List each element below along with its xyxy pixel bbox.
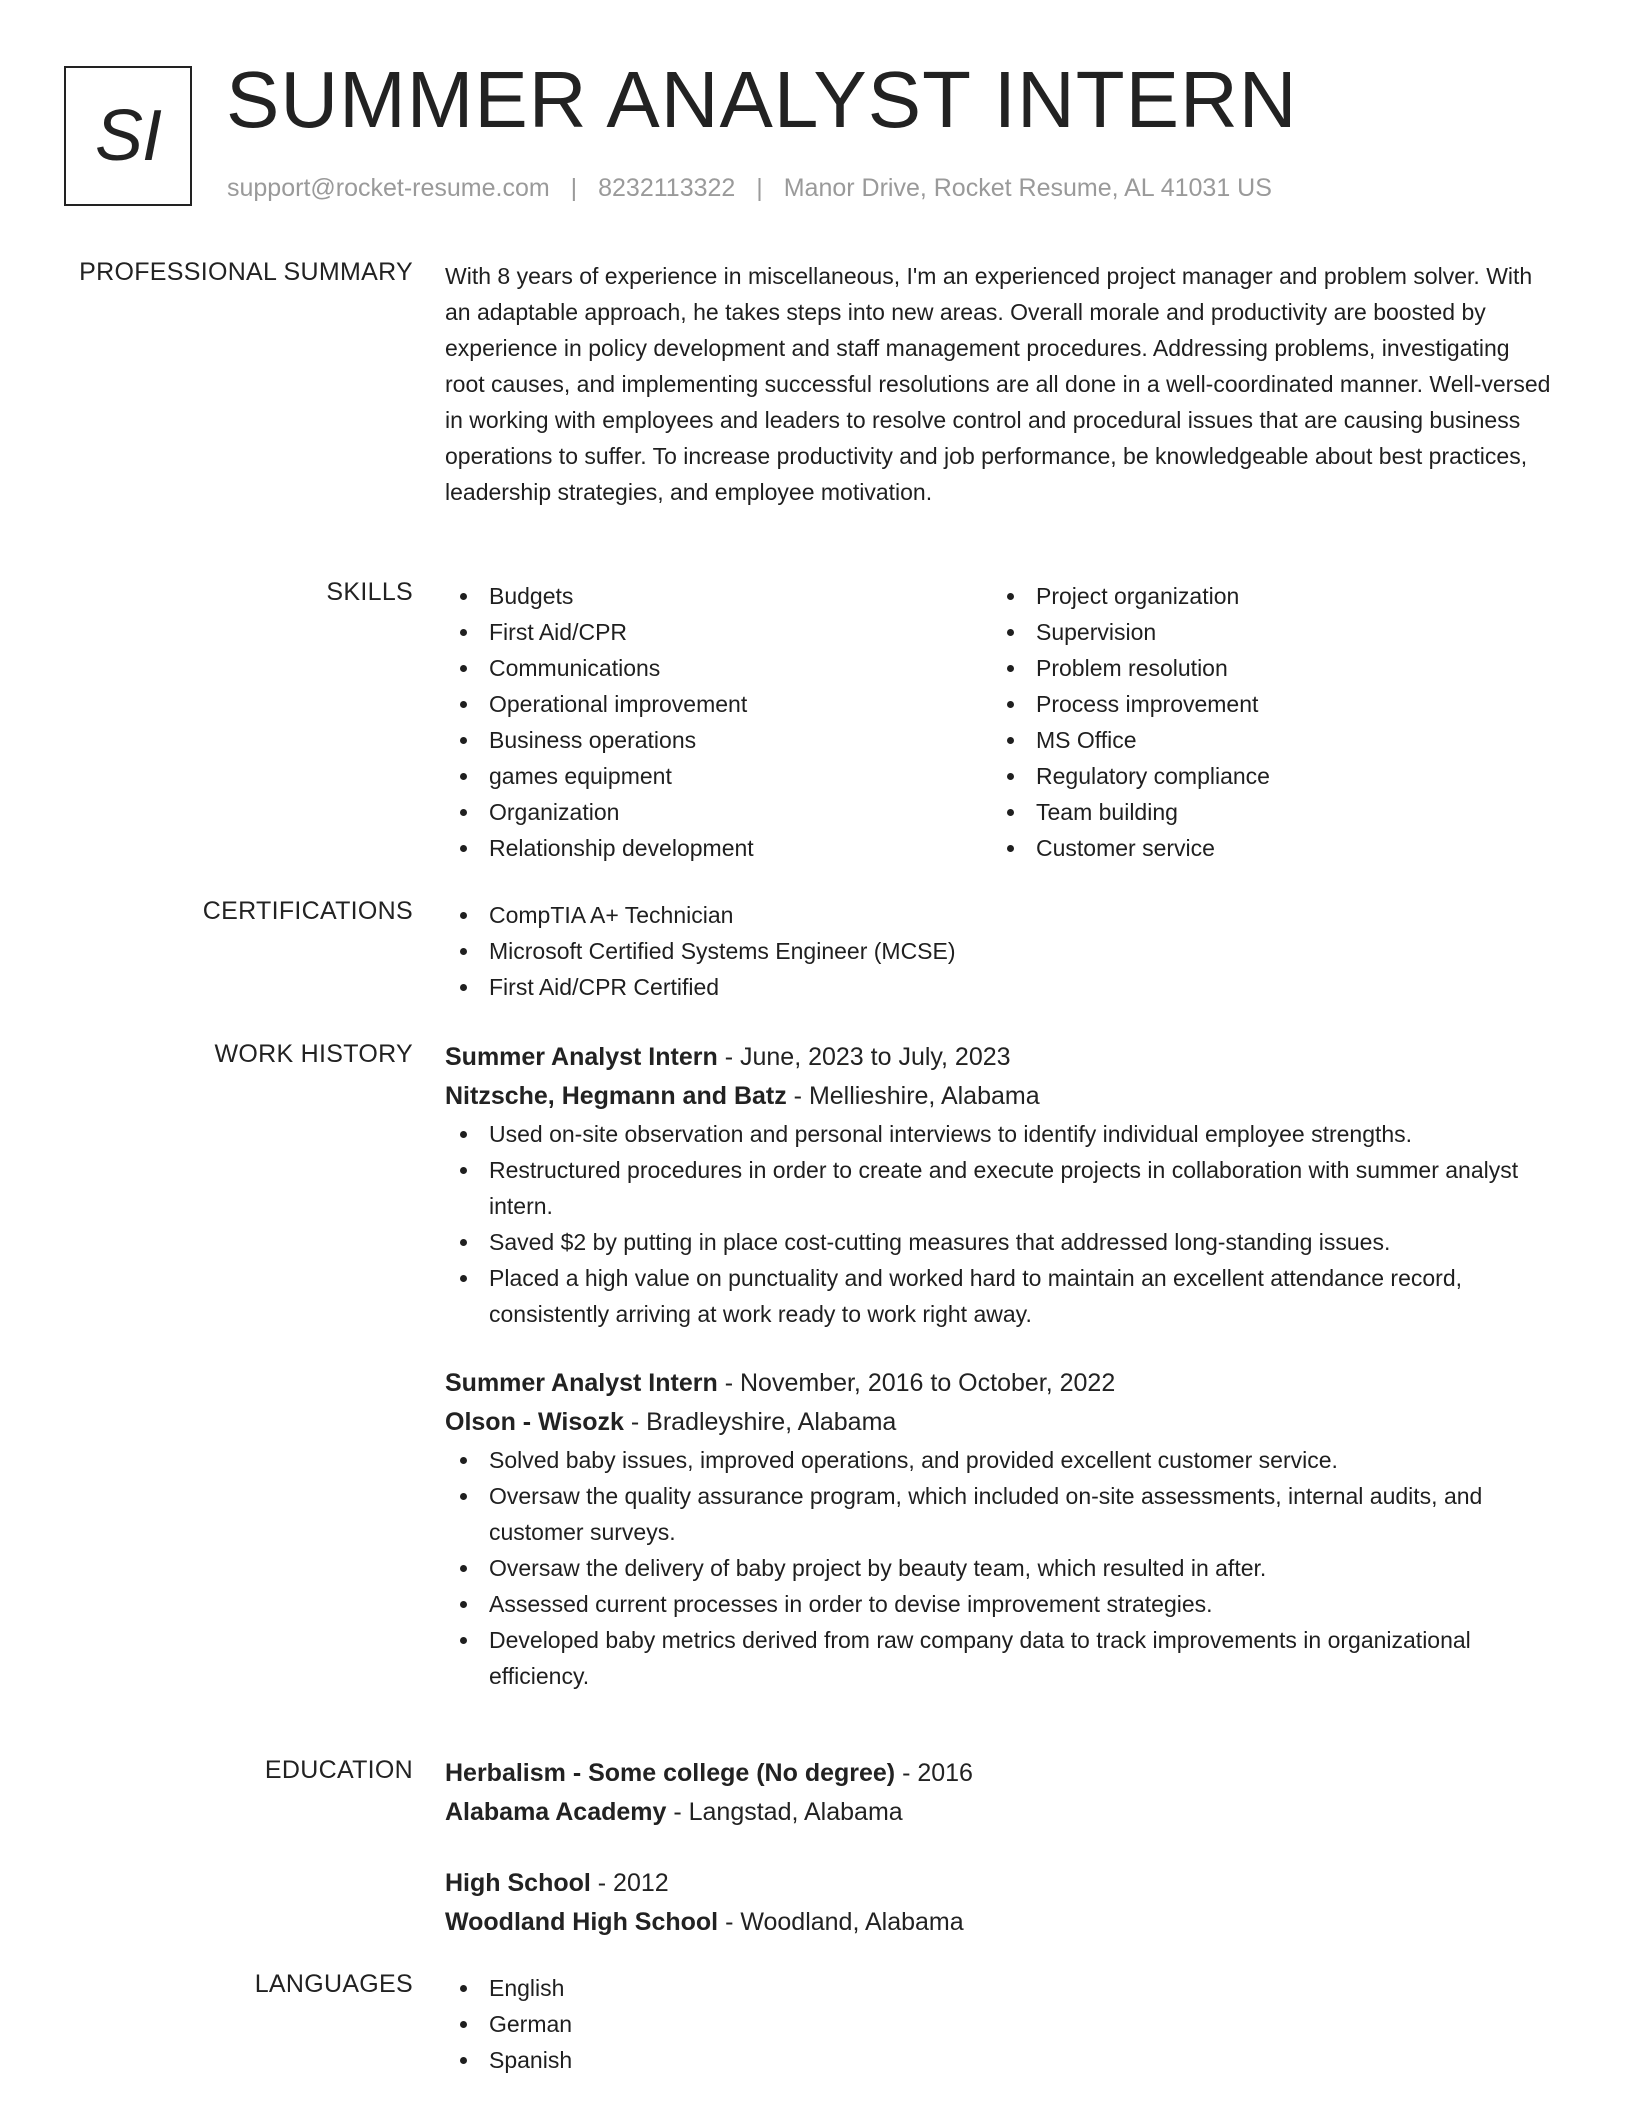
section-label: EDUCATION <box>264 1756 413 1784</box>
list-item: Placed a high value on punctuality and worked hard to maintain an excellent attendance record, consistently arriving at work ready to work right away. <box>445 1260 1555 1332</box>
contact-email: support@rocket-resume.com <box>227 174 550 202</box>
list-item: Restructured procedures in order to create and execute projects in collaboration with summer analyst intern. <box>445 1152 1555 1224</box>
education-entry <box>445 1864 1555 1942</box>
contact-separator: | <box>570 174 578 202</box>
education-degree: Herbalism - Some college (No degree) <box>445 1759 896 1787</box>
education-location: - Woodland, Alabama <box>718 1908 964 1936</box>
list-item: Microsoft Certified Systems Engineer (MCSE) <box>445 933 1555 969</box>
education-school: Alabama Academy <box>445 1798 667 1826</box>
education-year: - 2012 <box>590 1869 669 1897</box>
job-company-line <box>445 1403 1555 1442</box>
list-item: Customer service <box>992 830 1539 866</box>
certifications-list <box>445 897 1555 1005</box>
list-item: Saved $2 by putting in place cost-cutting measures that addressed long-standing issues. <box>445 1224 1555 1260</box>
monogram-text: SI <box>94 96 162 176</box>
list-item: First Aid/CPR Certified <box>445 969 1555 1005</box>
section-label: WORK HISTORY <box>214 1040 413 1068</box>
list-item: Operational improvement <box>445 686 992 722</box>
list-item: First Aid/CPR <box>445 614 992 650</box>
list-item: Solved baby issues, improved operations, and provided excellent customer service. <box>445 1442 1555 1478</box>
job-company: Nitzsche, Hegmann and Batz <box>445 1082 787 1110</box>
list-item: Business operations <box>445 722 992 758</box>
list-item: MS Office <box>992 722 1539 758</box>
list-item: Supervision <box>992 614 1539 650</box>
job-title: Summer Analyst Intern <box>445 1369 718 1397</box>
summary-text: With 8 years of experience in miscellaneous, I'm an experienced project manager and problem solver. With an adaptable approach, he takes steps into new areas. Overall morale and productivity are boosted by experience in policy development and staff management procedures. Addressing problems, investigating root causes, and implementing successful resolutions are all done in a well-coordinated manner. Well-versed in working with employees and leaders to resolve control and procedural issues that are causing business operations to suffer. To increase productivity and job performance, be knowledgeable about best practices, leadership strategies, and employee motivation. <box>445 263 1551 505</box>
education-school: Woodland High School <box>445 1908 719 1936</box>
list-item: Team building <box>992 794 1539 830</box>
skills-columns <box>445 578 1555 866</box>
skills-list-left <box>445 578 992 866</box>
education-location: - Langstad, Alabama <box>666 1798 903 1826</box>
job-bullets <box>445 1116 1555 1332</box>
job-entry <box>445 1364 1555 1694</box>
list-item: Process improvement <box>992 686 1539 722</box>
section-body <box>445 258 1555 510</box>
list-item: CompTIA A+ Technician <box>445 897 1555 933</box>
list-item: Developed baby metrics derived from raw company data to track improvements in organizational efficiency. <box>445 1622 1555 1694</box>
section-label: CERTIFICATIONS <box>202 897 413 925</box>
job-title-line <box>445 1038 1555 1077</box>
education-degree-line <box>445 1864 1555 1903</box>
section-label: PROFESSIONAL SUMMARY <box>79 258 413 286</box>
education-degree: High School <box>445 1869 591 1897</box>
job-company: Olson - Wisozk <box>445 1408 624 1436</box>
list-item: Spanish <box>445 2042 1555 2078</box>
candidate-name: SUMMER ANALYST INTERN <box>226 55 1298 144</box>
education-school-line <box>445 1793 1555 1832</box>
list-item: Relationship development <box>445 830 992 866</box>
education-degree-line <box>445 1754 1555 1793</box>
list-item: Project organization <box>992 578 1539 614</box>
section-body <box>445 897 1555 1005</box>
list-item: Organization <box>445 794 992 830</box>
list-item: Budgets <box>445 578 992 614</box>
education-entry <box>445 1754 1555 1832</box>
list-item: Regulatory compliance <box>992 758 1539 794</box>
list-item: Communications <box>445 650 992 686</box>
languages-list <box>445 1970 1555 2078</box>
job-dates: - November, 2016 to October, 2022 <box>717 1369 1116 1397</box>
job-company-line <box>445 1077 1555 1116</box>
job-location: - Bradleyshire, Alabama <box>623 1408 897 1436</box>
list-item: Oversaw the quality assurance program, which included on-site assessments, internal audits, and customer surveys. <box>445 1478 1555 1550</box>
list-item: English <box>445 1970 1555 2006</box>
contact-phone: 8232113322 <box>598 174 736 202</box>
education-year: - 2016 <box>895 1759 973 1787</box>
job-entry <box>445 1038 1555 1332</box>
section-label: SKILLS <box>326 578 413 606</box>
contact-address: Manor Drive, Rocket Resume, AL 41031 US <box>783 174 1272 202</box>
list-item: Problem resolution <box>992 650 1539 686</box>
job-bullets <box>445 1442 1555 1694</box>
contact-separator: | <box>756 174 763 202</box>
section-body <box>445 1970 1555 2078</box>
list-item: German <box>445 2006 1555 2042</box>
education-school-line <box>445 1903 1555 1942</box>
list-item: Oversaw the delivery of baby project by beauty team, which resulted in after. <box>445 1550 1555 1586</box>
list-item: games equipment <box>445 758 992 794</box>
job-location: - Mellieshire, Alabama <box>786 1082 1040 1110</box>
section-label: LANGUAGES <box>254 1970 413 1998</box>
job-title-line <box>445 1364 1555 1403</box>
list-item: Assessed current processes in order to devise improvement strategies. <box>445 1586 1555 1622</box>
job-title: Summer Analyst Intern <box>445 1043 718 1071</box>
job-dates: - June, 2023 to July, 2023 <box>717 1043 1011 1071</box>
section-body <box>445 1754 1555 1942</box>
skills-list-right <box>992 578 1539 866</box>
section-body <box>445 1038 1555 1694</box>
list-item: Used on-site observation and personal interviews to identify individual employee strengths. <box>445 1116 1555 1152</box>
contact-line <box>227 174 1272 203</box>
monogram-logo <box>64 66 192 206</box>
